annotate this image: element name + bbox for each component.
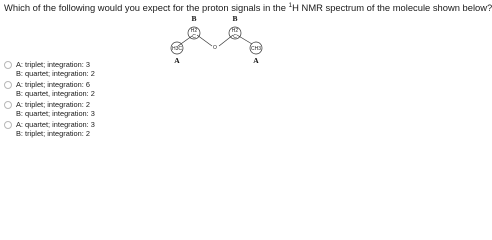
- option-line: B: quartet; integration: 2: [16, 69, 95, 78]
- option-line: A: triplet; integration: 6: [16, 80, 90, 89]
- oxygen-label: O: [213, 45, 217, 51]
- left-ch2-c: C: [192, 34, 196, 40]
- option-line: B: triplet; integration: 2: [16, 129, 90, 138]
- option-line: B: quartet; integration: 3: [16, 109, 95, 118]
- label-a-right: A: [253, 56, 259, 65]
- molecule-structure: [168, 13, 268, 71]
- left-ch2-h: H2: [190, 28, 198, 34]
- option-line: A: triplet; integration: 3: [16, 60, 90, 69]
- option-line: A: quartet; integration: 3: [16, 120, 95, 129]
- bond-line: [197, 35, 212, 46]
- radio-button[interactable]: [4, 121, 12, 129]
- radio-button[interactable]: [4, 81, 12, 89]
- right-methyl-text: CH3: [250, 46, 262, 52]
- answer-option[interactable]: [4, 120, 95, 138]
- answer-options: [4, 60, 95, 138]
- bond-line: [219, 35, 233, 46]
- left-methyl-text: H3C: [171, 46, 183, 52]
- answer-option[interactable]: [4, 100, 95, 118]
- right-ch2-h: H2: [231, 28, 239, 34]
- label-b-left: B: [191, 14, 197, 23]
- label-a-left: A: [174, 56, 180, 65]
- radio-button[interactable]: [4, 101, 12, 109]
- option-line: B: quartet, integration: 2: [16, 89, 95, 98]
- bond-line: [237, 35, 252, 44]
- isotope-superscript: 1: [288, 2, 293, 9]
- radio-button[interactable]: [4, 61, 12, 69]
- question-text: Which of the following would you expect for the proton signals in the $^1$H NMR spectrum of the molecule shown below?: [4, 2, 492, 14]
- label-b-right: B: [232, 14, 238, 23]
- answer-option[interactable]: [4, 60, 95, 78]
- answer-option[interactable]: [4, 80, 95, 98]
- option-line: A: triplet; integration: 2: [16, 100, 90, 109]
- right-ch2-c: C: [233, 34, 237, 40]
